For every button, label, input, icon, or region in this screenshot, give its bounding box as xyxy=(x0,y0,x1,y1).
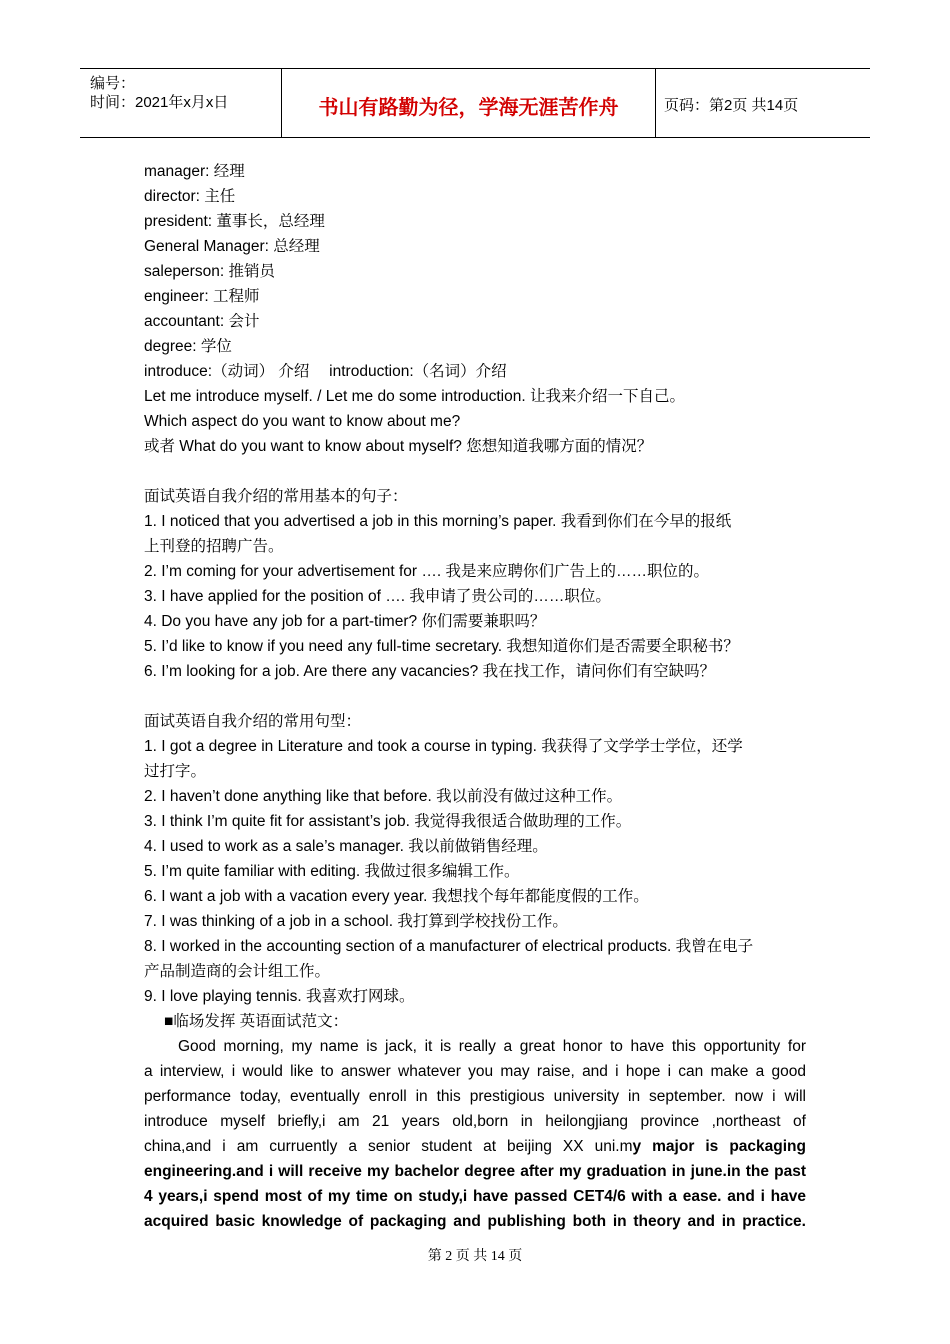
essay-line-bold: engineering.and i will receive my bachelor degree after my graduation in june.in the past xyxy=(144,1163,806,1180)
list-item-continued: 上刊登的招聘广告。 xyxy=(144,538,284,555)
vocab-line: manager: 经理 xyxy=(144,163,245,180)
page-header xyxy=(80,68,870,138)
essay-line xyxy=(144,1134,806,1159)
essay-line: introduce myself briefly,i am 21 years old,born in heilongjiang province ,northeast of xyxy=(144,1113,806,1130)
essay-indent xyxy=(144,1038,178,1055)
list-item: 2. I haven’t done anything like that before. 我以前没有做过这种工作。 xyxy=(144,788,623,805)
vocab-line: Let me introduce myself. / Let me do some introduction. 让我来介绍一下自己。 xyxy=(144,388,685,405)
vocab-line: accountant: 会计 xyxy=(144,313,260,330)
section-title: 面试英语自我介绍的常用句型： xyxy=(144,713,362,730)
page-info: 页码：第2页 共14页 xyxy=(664,97,799,114)
essay-line-bold: acquired basic knowledge of packaging and publishing both in theory and in practice. xyxy=(144,1213,806,1230)
essay-heading: ■临场发挥 英语面试范文： xyxy=(164,1013,349,1030)
list-item: 4. I used to work as a sale’s manager. 我以前做销售经理。 xyxy=(144,838,548,855)
essay-line: a interview, i would like to answer whatever you may raise, and i hope i can make a good xyxy=(144,1063,806,1080)
vocab-line: director: 主任 xyxy=(144,188,236,205)
essay-text-normal: china,and i am curruently a senior student at beijing XX uni.m xyxy=(144,1138,633,1155)
list-item: 2. I’m coming for your advertisement for …. 我是来应聘你们广告上的……职位的。 xyxy=(144,563,709,580)
spacer xyxy=(144,684,806,709)
essay-text-bold: y major is packaging xyxy=(632,1138,806,1155)
vocab-line: General Manager: 总经理 xyxy=(144,238,320,255)
list-item: 7. I was thinking of a job in a school. 我打算到学校找份工作。 xyxy=(144,913,568,930)
header-right-cell xyxy=(655,69,870,137)
list-item: 5. I’m quite familiar with editing. 我做过很多编辑工作。 xyxy=(144,863,520,880)
essay-line xyxy=(144,1034,806,1059)
list-item: 6. I’m looking for a job. Are there any vacancies? 我在找工作，请问你们有空缺吗？ xyxy=(144,663,716,680)
list-item: 5. I’d like to know if you need any full-time secretary. 我想知道你们是否需要全职秘书？ xyxy=(144,638,739,655)
vocab-line: degree: 学位 xyxy=(144,338,232,355)
vocab-line: engineer: 工程师 xyxy=(144,288,260,305)
vocab-line: president: 董事长，总经理 xyxy=(144,213,325,230)
list-item: 3. I have applied for the position of …. 我申请了贵公司的……职位。 xyxy=(144,588,611,605)
time-label: 时间：2021年x月x日 xyxy=(90,94,229,111)
list-item: 6. I want a job with a vacation every year. 我想找个每年都能度假的工作。 xyxy=(144,888,649,905)
number-label: 编号： xyxy=(90,75,136,92)
header-motto-cell xyxy=(281,69,656,137)
essay-line: performance today, eventually enroll in this prestigious university in september. now i will xyxy=(144,1088,806,1105)
list-item: 1. I noticed that you advertised a job in this morning’s paper. 我看到你们在今早的报纸 xyxy=(144,513,732,530)
motto: 书山有路勤为径，学海无涯苦作舟 xyxy=(318,95,619,119)
list-item: 9. I love playing tennis. 我喜欢打网球。 xyxy=(144,988,415,1005)
vocab-line: Which aspect do you want to know about me? xyxy=(144,413,461,430)
vocab-line: saleperson: 推销员 xyxy=(144,263,275,280)
page-footer: 第 2 页 共 14 页 xyxy=(427,1249,523,1264)
document-body xyxy=(144,159,806,1234)
spacer xyxy=(144,459,806,484)
essay-line-bold: 4 years,i spend most of my time on study,i have passed CET4/6 with a ease. and i have xyxy=(144,1188,806,1205)
list-item: 3. I think I’m quite fit for assistant’s job. 我觉得我很适合做助理的工作。 xyxy=(144,813,632,830)
list-item: 8. I worked in the accounting section of a manufacturer of electrical products. 我曾在电子 xyxy=(144,938,754,955)
section-title: 面试英语自我介绍的常用基本的句子： xyxy=(144,488,408,505)
vocab-line: introduce:（动词） 介绍 introduction:（名词）介绍 xyxy=(144,363,507,380)
list-item: 4. Do you have any job for a part-timer? 你们需要兼职吗？ xyxy=(144,613,546,630)
list-item-continued: 过打字。 xyxy=(144,763,207,780)
essay-line-text: Good morning, my name is jack, it is really a great honor to have this opportunity for xyxy=(178,1038,806,1055)
header-left-cell xyxy=(80,69,281,137)
list-item-continued: 产品制造商的会计组工作。 xyxy=(144,963,331,980)
vocab-line: 或者 What do you want to know about myself? 您想知道我哪方面的情况？ xyxy=(144,438,653,455)
list-item: 1. I got a degree in Literature and took a course in typing. 我获得了文学学士学位，还学 xyxy=(144,738,743,755)
